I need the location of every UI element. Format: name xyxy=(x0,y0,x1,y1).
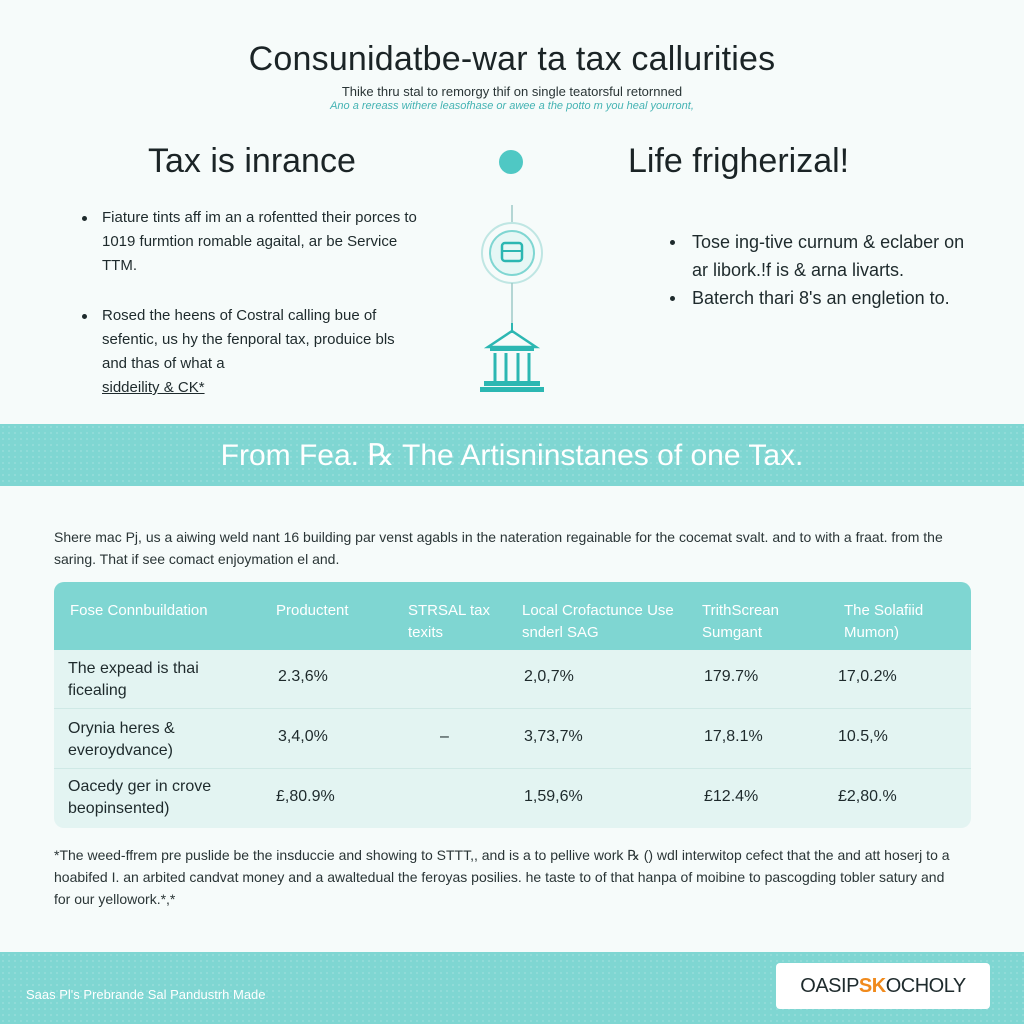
table-cell: – xyxy=(440,728,449,745)
left-column-heading: Tax is inrance xyxy=(148,142,356,180)
brand-logo[interactable] xyxy=(776,963,990,1009)
tax-table xyxy=(54,582,971,828)
logo-accent-text: SK xyxy=(858,974,886,997)
table-cell: 2,0,7% xyxy=(524,668,574,685)
page-title: Consunidatbe-war ta tax callurities xyxy=(248,40,776,78)
table-header-cell: Local Crofactunce Use snderl SAG xyxy=(522,602,674,641)
footer-text: Saas Pl's Prebrande Sal Pandustrh Made xyxy=(26,987,266,1002)
teal-dot-icon xyxy=(499,150,523,174)
table-header-cell: STRSAL tax texits xyxy=(408,602,490,641)
logo-text-part: OCHOLY xyxy=(885,974,966,997)
logo-text-part: OASIP xyxy=(800,974,859,997)
left-bullet-item xyxy=(80,304,420,400)
row-divider xyxy=(54,708,971,709)
left-bullet-list xyxy=(80,206,420,400)
table-cell: 179.7% xyxy=(704,668,759,685)
row-divider xyxy=(54,768,971,769)
table-cell: £,80.9% xyxy=(276,788,335,805)
table-cell: 17,8.1% xyxy=(704,728,763,745)
right-column-heading: Life frigherizal! xyxy=(628,142,850,180)
table-cell: 3,73,7% xyxy=(524,728,583,745)
right-bullet-item: Baterch thari 8's an engletion to. xyxy=(668,284,968,312)
table-cell: £2,80.% xyxy=(838,788,897,805)
table-header-cell: Fose Connbuildation xyxy=(70,602,208,619)
table-cell: 10.5,% xyxy=(838,728,888,745)
left-bullet-text: Rosed the heens of Costral calling bue of sefentic, us hy the fenporal tax, produice bls and thas of what a xyxy=(102,307,395,372)
table-cell: 2.3,6% xyxy=(278,668,328,685)
table-row-label: The expead is thai ficealing xyxy=(68,660,199,699)
page-subtitle-secondary: Ano a rereass withere leasofhase or awee a the potto m you heal yourront, xyxy=(330,100,694,112)
table-row-label: Oacedy ger in crove beopinsented) xyxy=(68,778,212,817)
table-header-cell: Productent xyxy=(276,602,349,619)
right-bullet-list xyxy=(668,228,968,312)
footnote-paragraph: *The weed-ffrem pre puslide be the insduccie and showing to STTT,, and is a to pellive work ℞ () wdl interwitop cefect that the and att hoserj to a hoabifed I. an arbited candvat money and a awaltedual the feroyas posilies. he taste to of that hanpa of moibine to pascogding tobler satury and for our yellowork.*,* xyxy=(54,847,950,907)
table-cell: £12.4% xyxy=(704,788,759,805)
left-bullet-item: Fiature tints aff im an a rofentted their porces to 1019 furmtion romable agaital, ar be Service TTM. xyxy=(80,206,420,278)
table-header-cell: The Solafiid Mumon) xyxy=(844,602,924,641)
tax-building-icon xyxy=(462,205,562,395)
right-bullet-item: Tose ing-tive curnum & eclaber on ar libork.!f is & arna livarts. xyxy=(668,228,968,284)
section-banner-title: From Fea. ℞ The Artisninstanes of one Tax. xyxy=(220,439,804,472)
intro-paragraph: Shere mac Pj, us a aiwing weld nant 16 building par venst agabls in the nateration regainable for the cocemat svalt. and to with a fraat. from the saring. That if see comact enjoymation el and. xyxy=(54,529,943,567)
left-bullet-link-text: siddeility & CK* xyxy=(102,379,205,396)
table-row-label: Orynia heres & everoydvance) xyxy=(68,720,175,759)
table-cell: 3,4,0% xyxy=(278,728,328,745)
table-header-row xyxy=(54,582,971,650)
table-cell: 17,0.2% xyxy=(838,668,897,685)
page-subtitle: Thike thru stal to remorgy thif on single teatorsful retornned xyxy=(341,84,683,99)
table-cell: 1,59,6% xyxy=(524,788,583,805)
table-header-cell: TrithScrean Sumgant xyxy=(702,602,779,641)
